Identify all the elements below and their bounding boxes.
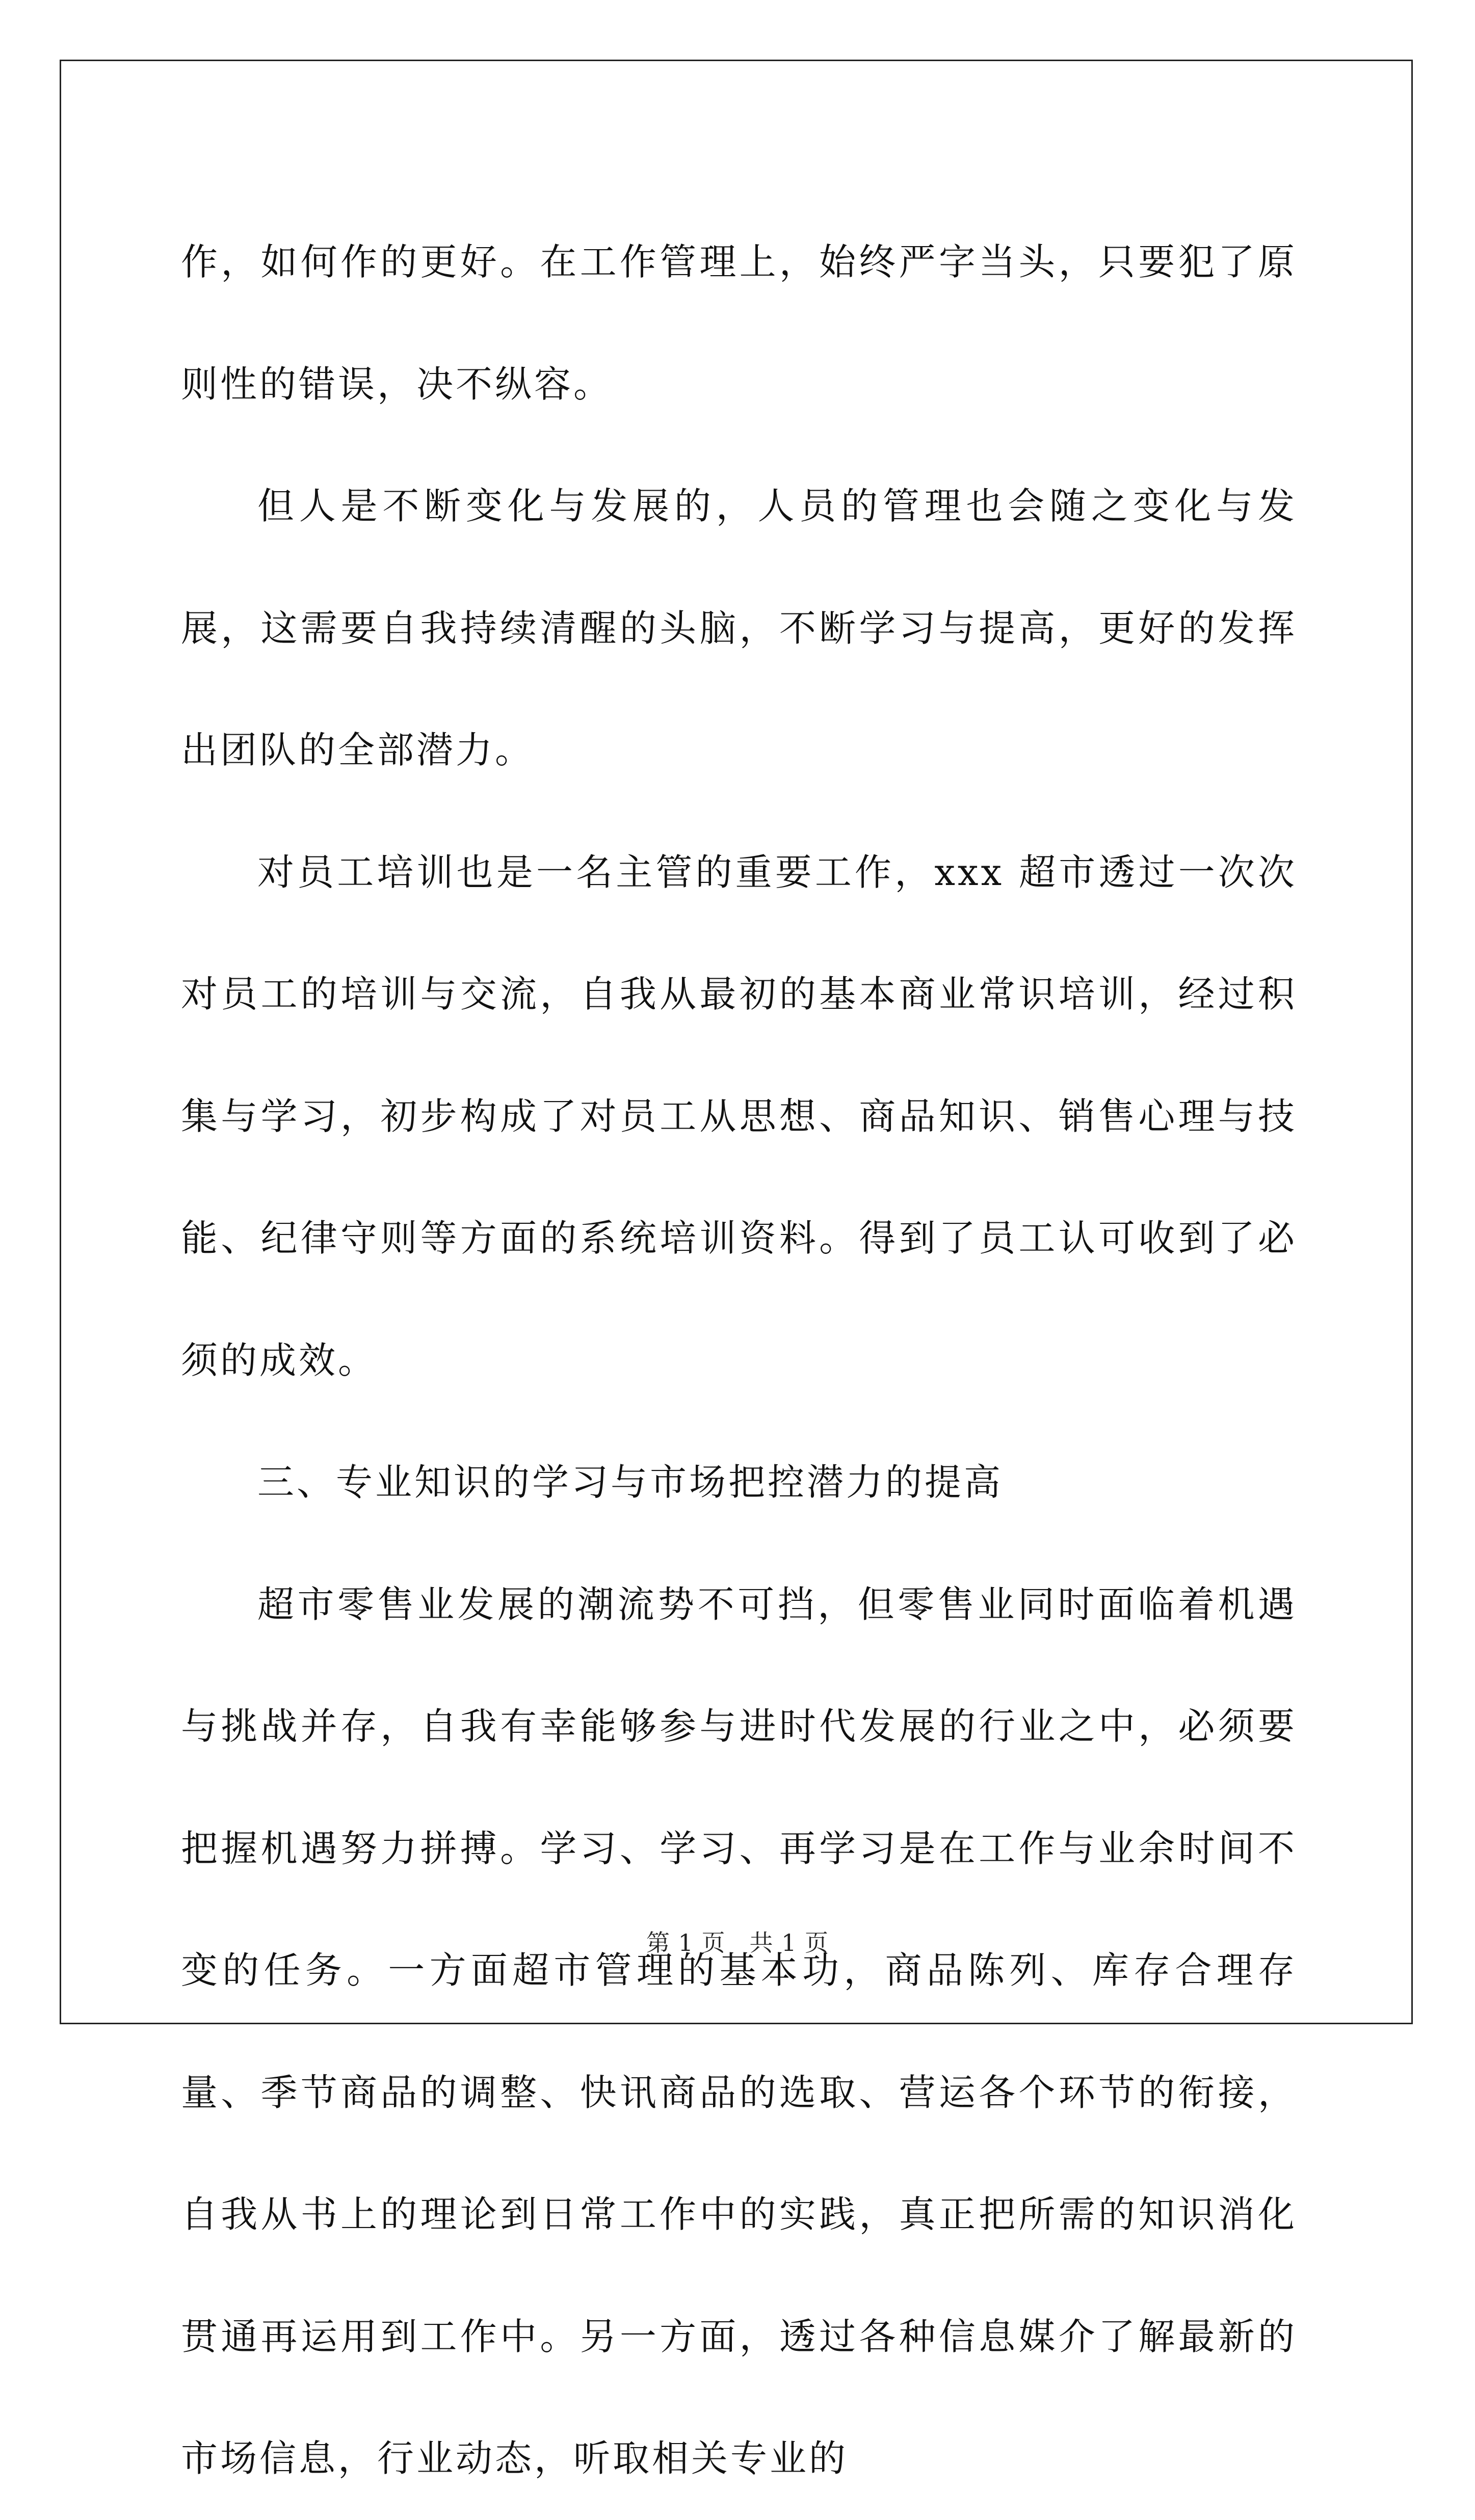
paragraph-staff-training: 对员工培训也是一名主管的重要工作，xxx 超市透过一次次对员工的培训与交流，自我从最初的基本商业常识培训，经过积集与学习，初步构成了对员工从思想、商品知识、销售心理与技能、纪律守则等方面的系统培训资料。得到了员工认可收到了必须的成效。 xyxy=(181,850,1297,1382)
document-body xyxy=(181,201,1297,2520)
paragraph-retail-development: 超市零售业发展的潮流势不可挡，但零售业同时面临着机遇与挑战并存，自我有幸能够参与进时代发展的行业之中，必须要把握机遇努力拼搏。学习、学习、再学习是在工作与业余时间不变的任务。一方面超市管理的基本功，商品陈列、库存合理存量、季节商品的调整、快讯商品的选取、营运各个环节的衔接，自我从书上的理论到日常工作中的实践，真正把所需的知识消化贯通再运用到工作中。另一方面，透过各种信息媒介了解最新的市场信息，行业动态，听取相关专业的 xyxy=(181,1583,1297,2480)
paragraph-personnel-management: 但人是不断变化与发展的，人员的管理也会随之变化与发展，这需要自我持续清醒的头脑，不断学习与提高，更好的发挥出团队的全部潜力。 xyxy=(181,485,1297,771)
section-heading-3: 三、专业知识的学习与市场把控潜力的提高 xyxy=(257,1461,1004,1504)
page-footer: 第 1 页 共 1 页 xyxy=(646,1929,829,1956)
paragraph-continuation: 作，如何作的更好。在工作管理上，始终严字当头，只要犯了原则性的错误，决不纵容。 xyxy=(181,240,1297,406)
